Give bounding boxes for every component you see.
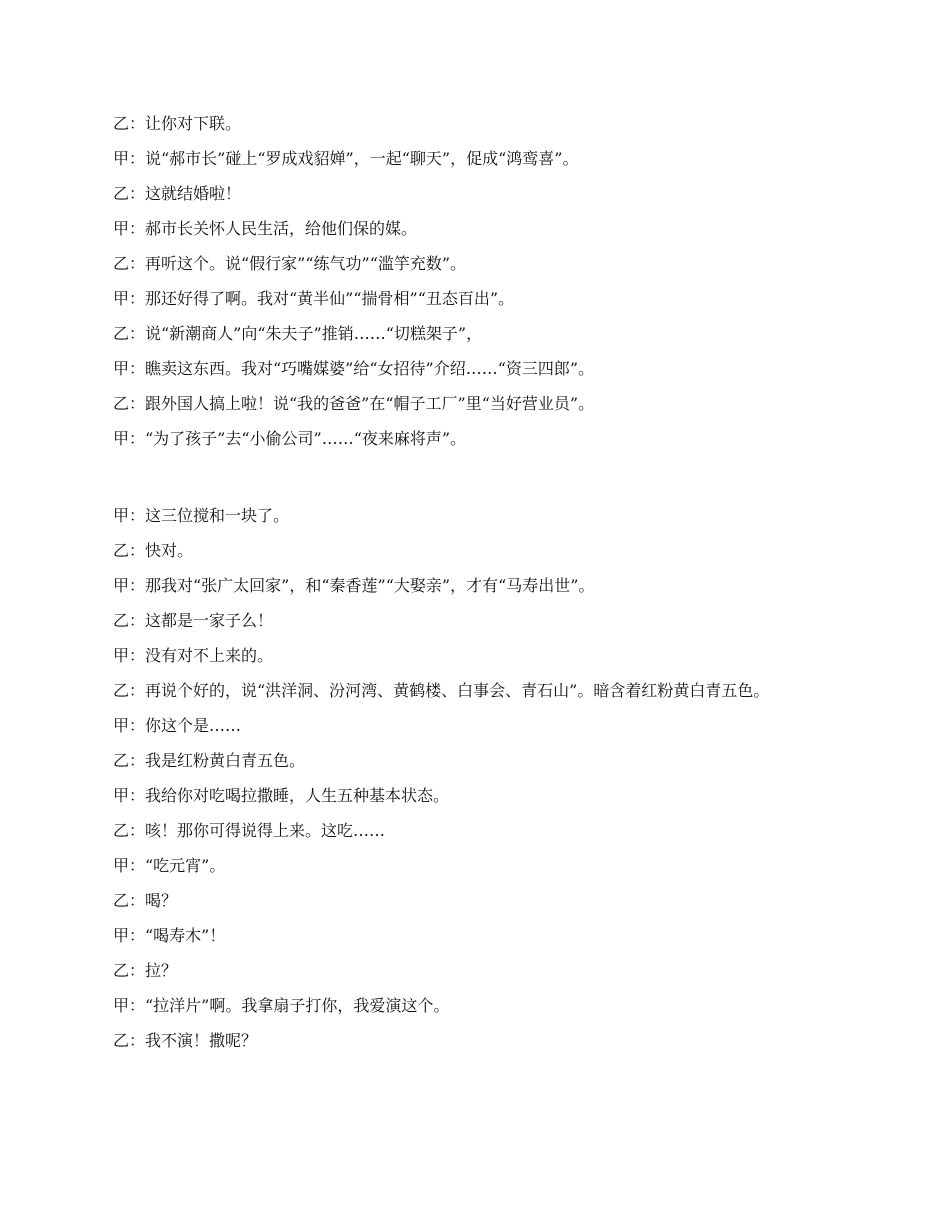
dialogue-line: 乙：跟外国人搞上啦！说“我的爸爸”在“帽子工厂”里“当好营业员”。 [113,394,595,413]
dialogue-line: 甲：瞧卖这东西。我对“巧嘴媒婆”给“女招待”介绍……“资三四郎”。 [113,359,595,378]
dialogue-line: 甲：说“郝市长”碰上“罗成戏貂婵”，一起“聊天”，促成“鸿鸾喜”。 [113,149,579,168]
dialogue-line: 乙：我是红粉黄白青五色。 [113,751,306,770]
dialogue-line: 乙：这都是一家子么！ [113,611,274,630]
dialogue-line: 甲：你这个是…… [113,716,242,735]
dialogue-section-2 [113,507,838,1067]
dialogue-line: 乙：我不演！撒呢？ [113,1031,258,1050]
dialogue-line: 甲：郝市长关怀人民生活，给他们保的媒。 [113,219,418,238]
dialogue-line: 甲：“吃元宵”。 [113,856,226,875]
dialogue-line: 乙：再说个好的，说“洪洋洞、汾河湾、黄鹤楼、白事会、青石山”。暗含着红粉黄白青五色。 [113,681,770,700]
dialogue-line: 甲：这三位搅和一块了。 [113,506,290,525]
dialogue-line: 乙：喝？ [113,891,178,910]
dialogue-line: 甲：“为了孩子”去“小偷公司”……“夜来麻将声”。 [113,429,467,448]
dialogue-line: 甲：我给你对吃喝拉撒睡，人生五种基本状态。 [113,786,450,805]
dialogue-line: 甲：那还好得了啊。我对“黄半仙”“揣骨相”“丑态百出”。 [113,289,515,308]
dialogue-line: 乙：咳！那你可得说得上来。这吃…… [113,821,386,840]
dialogue-section-1 [113,115,838,465]
dialogue-line: 乙：让你对下联。 [113,114,242,133]
dialogue-line: 乙：这就结婚啦！ [113,184,242,203]
dialogue-line: 甲：“拉洋片”啊。我拿扇子打你，我爱演这个。 [113,996,450,1015]
dialogue-line: 乙：拉？ [113,961,178,980]
dialogue-line: 乙：再听这个。说“假行家”“练气功”“滥竽充数”。 [113,254,467,273]
dialogue-line: 甲：“喝寿木”！ [113,926,226,945]
dialogue-line: 乙：快对。 [113,541,194,560]
dialogue-line: 甲：那我对“张广太回家”，和“秦香莲”“大娶亲”，才有“马寿出世”。 [113,576,595,595]
dialogue-line: 乙：说“新潮商人”向“朱夫子”推销……“切糕架子”， [113,324,483,343]
dialogue-line: 甲：没有对不上来的。 [113,646,274,665]
